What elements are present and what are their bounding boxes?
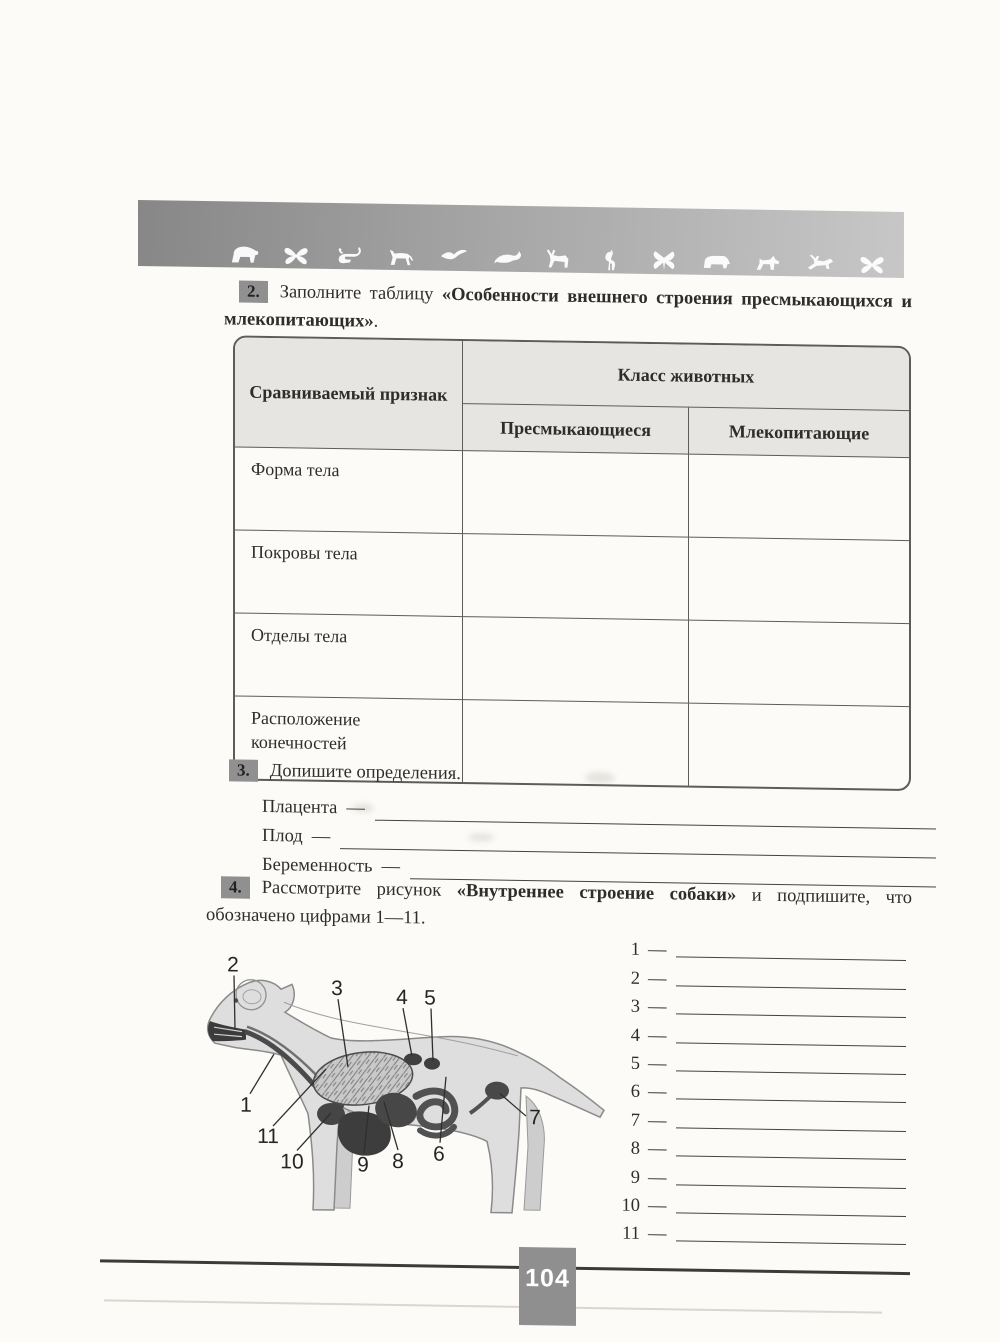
answer-dash: — [648, 940, 667, 961]
figure-label-10: 10 [280, 1150, 304, 1174]
horse-icon [387, 245, 417, 268]
animal-silhouette-strip [230, 239, 888, 275]
answer-cell-reptiles[interactable] [462, 534, 688, 621]
row-label-cell: Покровы тела [235, 530, 462, 617]
table-header-reptiles: Пресмыкающиеся [462, 404, 688, 455]
answer-dash: — [648, 1082, 667, 1103]
answer-dash: — [648, 1110, 667, 1132]
butterfly-icon [858, 252, 888, 275]
answer-dash: — [648, 1139, 667, 1160]
chapter-banner [138, 200, 904, 278]
task-2-text: 2. Заполните таблицу «Особенности внешнего строения пресмыкающихся и млекопитающих». [224, 281, 912, 332]
task-3-lead: Допишите определения. [269, 761, 461, 785]
answer-cell-reptiles[interactable] [462, 617, 688, 704]
task-3-number-badge: 3. [229, 759, 258, 781]
answer-number: 5 [630, 1053, 640, 1074]
scan-smudge [468, 833, 494, 841]
figure-label-6: 6 [433, 1142, 445, 1166]
task-2-title: «Особенности внешнего строения пресмыкающихся и млекопитающих» [224, 284, 912, 332]
task-2 [224, 278, 912, 344]
answer-row [604, 1131, 906, 1164]
figure-label-1: 1 [240, 1093, 252, 1117]
whale-icon [492, 247, 522, 270]
answer-blank-line[interactable] [676, 1070, 907, 1075]
answer-dash: — [648, 1195, 667, 1217]
definition-dash: — [381, 856, 400, 878]
answer-blank-line[interactable] [676, 1127, 907, 1132]
dog-anatomy-figure [188, 941, 620, 1250]
figure-label-3: 3 [331, 977, 343, 1001]
heron-icon [596, 248, 626, 271]
answer-row [604, 1188, 906, 1221]
answer-dash: — [648, 1167, 667, 1188]
answer-dash: — [648, 1224, 667, 1245]
definition-dash: — [311, 826, 331, 847]
answer-blank-line[interactable] [676, 1156, 907, 1161]
answer-number: 3 [630, 996, 640, 1018]
answer-cell-mammals[interactable] [689, 454, 909, 540]
figure-label-8: 8 [392, 1149, 404, 1174]
answer-cell-mammals[interactable] [689, 537, 909, 623]
row-label-cell: Расположение конечностей [235, 696, 462, 782]
table-row [235, 530, 909, 624]
boar-icon [701, 250, 731, 273]
task-3 [214, 757, 936, 890]
answer-row [604, 1159, 906, 1192]
row-label-cell: Отделы тела [235, 613, 462, 700]
answer-dash: — [648, 968, 667, 990]
row-label-cell: Форма тела [235, 447, 462, 534]
figure-label-11: 11 [257, 1124, 279, 1149]
footer-rule [100, 1259, 910, 1274]
answer-row [604, 932, 906, 965]
table-row [235, 447, 909, 541]
task-2-lead: Заполните таблицу [279, 282, 442, 305]
fox-icon [753, 251, 783, 274]
page-number: 104 [525, 1264, 570, 1293]
goat-icon [806, 251, 836, 274]
answer-row [604, 961, 906, 994]
definition-term: Плод [262, 825, 303, 847]
table-header-mammals: Млекопитающие [689, 407, 909, 457]
figure-label-9: 9 [357, 1153, 369, 1177]
task-4-text: 4. Рассмотрите рисунок «Внутреннее строение собаки» и подпишите, что обозначено цифрами 1—11. [206, 877, 913, 929]
answer-cell-mammals[interactable] [689, 620, 909, 706]
task-4-number-badge: 4. [221, 876, 250, 898]
definition-dash: — [346, 798, 365, 819]
butterfly-icon [282, 243, 312, 266]
answer-cell-reptiles[interactable] [462, 451, 688, 538]
answer-number: 1 [630, 940, 640, 961]
swallow-icon [439, 246, 469, 269]
answer-list [604, 932, 906, 1249]
task-4-lead: Рассмотрите рисунок [261, 877, 457, 901]
answer-row [604, 1017, 906, 1050]
answer-number: 8 [630, 1138, 640, 1159]
bison-icon [230, 242, 260, 265]
answer-number: 2 [630, 968, 640, 989]
answer-blank-line[interactable] [676, 1184, 907, 1189]
answer-row [604, 989, 906, 1022]
table-header-class-group: Класс животных [462, 341, 909, 411]
definition-term: Плацента [262, 796, 338, 819]
answer-row [604, 1216, 906, 1249]
answer-number: 9 [630, 1167, 640, 1188]
moth-icon [649, 249, 679, 272]
answer-blank-line[interactable] [676, 1241, 907, 1246]
page-number-badge [519, 1247, 576, 1326]
answer-blank-line[interactable] [676, 957, 907, 962]
answer-blank-line[interactable] [676, 1099, 907, 1104]
answer-row [604, 1046, 906, 1079]
answer-number: 10 [621, 1195, 640, 1216]
figure-label-4: 4 [396, 986, 408, 1010]
figure-label-2: 2 [227, 953, 239, 977]
footer-rule-faint [104, 1299, 882, 1313]
comparison-table [233, 335, 911, 791]
answer-blank-line[interactable] [676, 1014, 907, 1019]
figure-label-7: 7 [529, 1106, 541, 1130]
scorpion-icon [335, 244, 365, 267]
task-4-title: «Внутреннее строение собаки» [456, 880, 737, 906]
answer-number: 4 [630, 1025, 640, 1046]
table-row [235, 613, 909, 707]
answer-blank-line[interactable] [676, 1212, 907, 1217]
answer-blank-line[interactable] [676, 1042, 907, 1047]
answer-row [604, 1103, 906, 1136]
answer-number: 11 [622, 1223, 640, 1245]
answer-number: 7 [630, 1110, 640, 1131]
figure-label-5: 5 [424, 986, 436, 1010]
table-header-feature: Сравниваемый признак [235, 337, 462, 450]
answer-number: 6 [630, 1082, 640, 1103]
answer-dash: — [648, 1053, 667, 1075]
answer-dash: — [648, 997, 667, 1018]
scan-smudge [352, 803, 374, 812]
task-4 [206, 874, 912, 941]
answer-row [604, 1074, 906, 1107]
answer-blank-line[interactable] [676, 985, 907, 990]
task-2-number-badge: 2. [239, 281, 268, 303]
antelope-icon [544, 247, 574, 270]
answer-dash: — [648, 1025, 667, 1046]
scan-smudge [585, 772, 615, 783]
definition-term: Беременность [262, 854, 373, 877]
